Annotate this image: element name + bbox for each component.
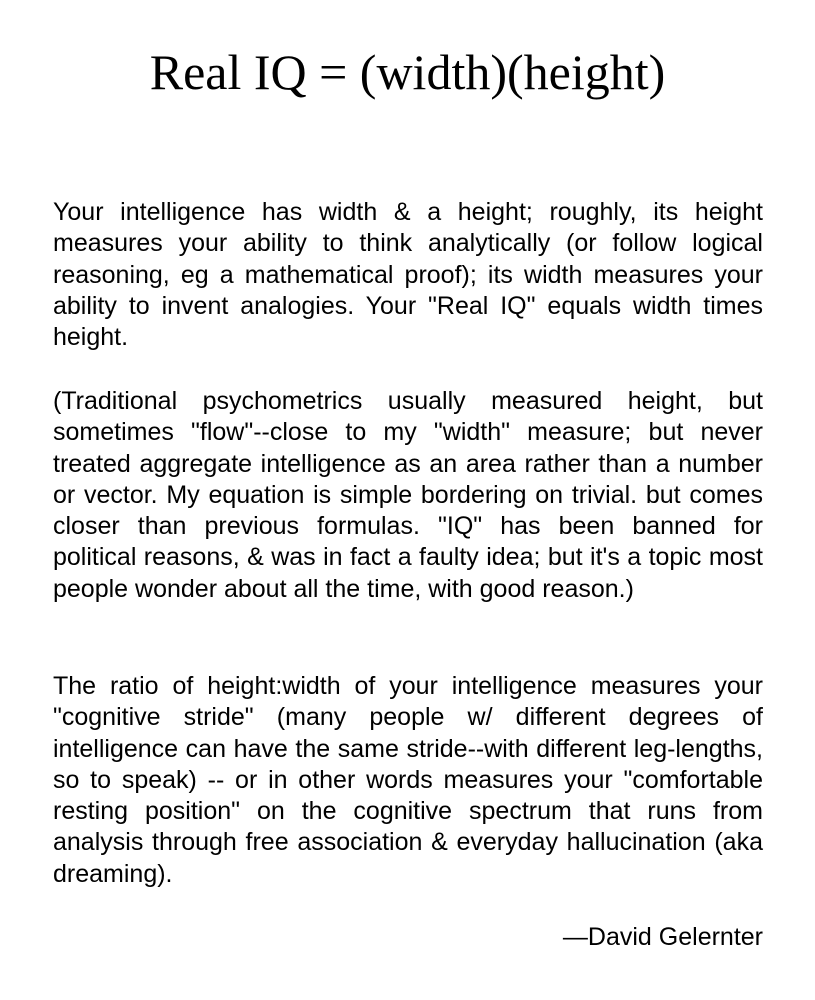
paragraph-definition: Your intelligence has width & a height; roughly, its height measures your ability to think analytically (or follow logical reasoning, eg a mathematical proof); its width measures your ability to invent analogies. Your "Real IQ" equals width times height. bbox=[53, 198, 763, 352]
page-title: Real IQ = (width)(height) bbox=[149, 44, 666, 100]
attribution: —David Gelernter bbox=[562, 923, 763, 951]
paragraph-cognitive-stride: The ratio of height:width of your intelligence measures your "cognitive stride" (many people w/ different degrees of intelligence can have the same stride--with different leg-lengths, so to speak) -- or in other words measures your "comfortable resting position" on the cognitive spectrum that runs from analysis through free association & everyday hallucination (aka dreaming). bbox=[53, 672, 763, 888]
paragraph-psychometrics: (Traditional psychometrics usually measured height, but sometimes "flow"--close to my "width" measure; but never treated aggregate intelligence as an area rather than a number or vector. My equation is simple bordering on trivial. but comes closer than previous formulas. "IQ" has been banned for political reasons, & was in fact a faulty idea; but it's a topic most people wonder about all the time, with good reason.) bbox=[53, 387, 763, 603]
